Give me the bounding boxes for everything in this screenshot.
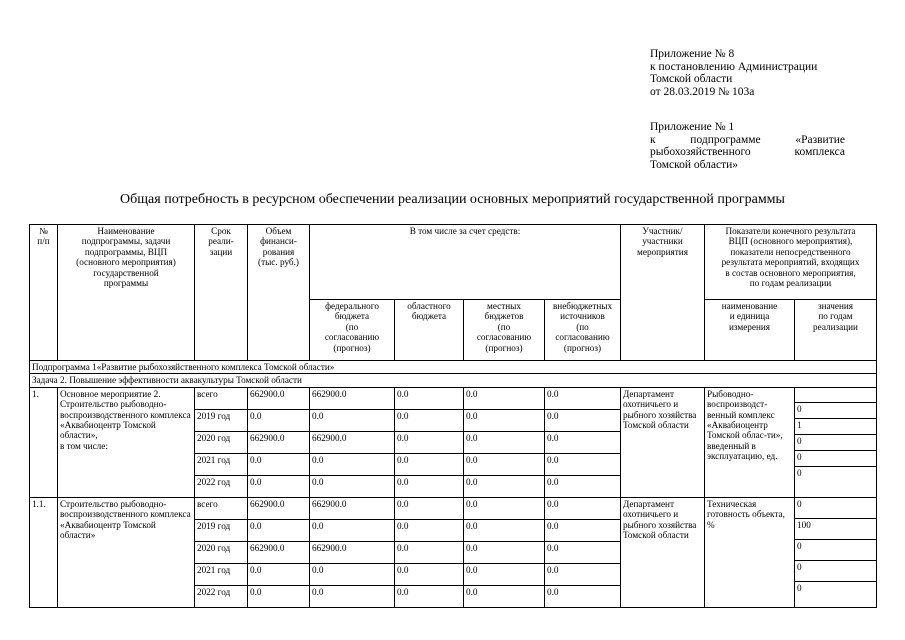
col-ind-name-header: наименование и единица измерения <box>705 300 795 361</box>
regional-cell: 0.0 <box>395 519 464 541</box>
col-volume-header: Объем финанси- рования (тыс. руб.) <box>248 225 310 361</box>
col-ind-values-header: значения по годам реализации <box>795 300 877 361</box>
regional-cell: 0.0 <box>395 431 464 453</box>
local-cell: 0.0 <box>464 453 545 475</box>
header-line-justified <box>650 146 845 159</box>
local-cell: 0.0 <box>464 431 545 453</box>
offbudget-cell: 0.0 <box>545 497 621 519</box>
header-word: подпрограмме <box>690 133 761 146</box>
local-cell: 0.0 <box>464 585 545 607</box>
indicator-value-row <box>795 418 876 434</box>
indicator-value: 0 <box>795 402 876 418</box>
indicator-value-row <box>795 434 876 450</box>
regional-cell: 0.0 <box>395 563 464 585</box>
indicator-value: 0 <box>795 466 876 482</box>
col-participant-header: Участник/ участники мероприятия <box>621 225 705 361</box>
federal-cell: 0.0 <box>310 519 395 541</box>
volume-cell: 0.0 <box>248 475 310 497</box>
row-number: 1. <box>30 387 58 497</box>
col-regional-header: областного бюджета <box>395 300 464 361</box>
indicator-name-cell: Техническая готовность объекта, % <box>705 497 795 607</box>
volume-cell: 0.0 <box>248 409 310 431</box>
volume-cell: 662900.0 <box>248 387 310 409</box>
participant-cell: Департамент охотничьего и рыбного хозяйства Томской области <box>621 497 705 607</box>
term-cell: 2019 год <box>195 409 248 431</box>
local-cell: 0.0 <box>464 519 545 541</box>
measure-name: Строительство рыбоводно-воспроизводственного комплекса «Аквабиоцентр Томской области» <box>58 497 195 607</box>
term-cell: 2022 год <box>195 585 248 607</box>
header-line: Томской области» <box>650 158 739 171</box>
indicator-value: 0 <box>795 581 876 602</box>
federal-cell: 0.0 <box>310 585 395 607</box>
term-cell: 2021 год <box>195 563 248 585</box>
regional-cell: 0.0 <box>395 409 464 431</box>
indicator-values-stack <box>795 388 876 482</box>
col-indicators-header: Показатели конечного результата ВЦП (основного мероприятия), показатели непосредственного результата мероприятий, входящих в состав основного мероприятия, по годам реализации <box>705 225 877 300</box>
federal-cell: 662900.0 <box>310 387 395 409</box>
col-name-header: Наименование подпрограммы, задачи подпрограммы, ВЦП (основного мероприятия) государственной программы <box>58 225 195 361</box>
indicator-value: 0 <box>795 560 876 581</box>
col-incl-header: В том числе за счет средств: <box>310 225 621 300</box>
local-cell: 0.0 <box>464 409 545 431</box>
header-line: от 28.03.2019 № 103а <box>650 85 755 98</box>
volume-cell: 0.0 <box>248 453 310 475</box>
federal-cell: 0.0 <box>310 409 395 431</box>
appendix-1-header <box>650 121 845 171</box>
indicator-value: 1 <box>795 418 876 434</box>
regional-cell: 0.0 <box>395 497 464 519</box>
offbudget-cell: 0.0 <box>545 519 621 541</box>
header-line: Томской области <box>650 73 733 85</box>
col-offbudget-header: внебюджетных источников (по согласованию (прогноз) <box>545 300 621 361</box>
header-line-justified <box>650 134 845 147</box>
indicator-name-cell: Рыбоводно-воспроизводст-венный комплекс «Аквабиоцентр Томской облас-ти», введенный в эксплуатацию, ед. <box>705 387 795 497</box>
local-cell: 0.0 <box>464 563 545 585</box>
header-word: комплекса <box>794 146 845 158</box>
participant-cell: Департамент охотничьего и рыбного хозяйства Томской области <box>621 387 705 497</box>
row-number: 1.1. <box>30 497 58 607</box>
volume-cell: 662900.0 <box>248 497 310 519</box>
task-row <box>30 374 877 387</box>
local-cell: 0.0 <box>464 387 545 409</box>
indicator-value-row <box>795 498 876 519</box>
indicator-value: 0 <box>795 539 876 560</box>
term-cell: всего <box>195 387 248 409</box>
offbudget-cell: 0.0 <box>545 409 621 431</box>
term-cell: 2020 год <box>195 541 248 563</box>
term-cell: всего <box>195 497 248 519</box>
indicator-value: 100 <box>795 518 876 539</box>
offbudget-cell: 0.0 <box>545 453 621 475</box>
document-title: Общая потребность в ресурсном обеспечении реализации основных мероприятий государственной программы <box>120 192 785 207</box>
local-cell: 0.0 <box>464 475 545 497</box>
term-cell: 2021 год <box>195 453 248 475</box>
federal-cell: 0.0 <box>310 453 395 475</box>
header-row-1 <box>30 225 877 300</box>
indicator-value-row <box>795 450 876 466</box>
resource-table <box>29 224 877 608</box>
subprogram-row <box>30 361 877 374</box>
header-line: Приложение № 1 <box>650 121 735 133</box>
offbudget-cell: 0.0 <box>545 563 621 585</box>
table-row <box>30 497 877 519</box>
offbudget-cell: 0.0 <box>545 541 621 563</box>
term-cell: 2022 год <box>195 475 248 497</box>
regional-cell: 0.0 <box>395 585 464 607</box>
task-label: Задача 2. Повышение эффективности аквакультуры Томской области <box>30 374 877 387</box>
indicator-value-row <box>795 402 876 418</box>
volume-cell: 0.0 <box>248 563 310 585</box>
federal-cell: 0.0 <box>310 475 395 497</box>
indicator-value-row <box>795 466 876 482</box>
indicator-value <box>795 388 876 403</box>
col-term-header: Срок реали- зации <box>195 225 248 361</box>
col-federal-header: федерального бюджета (по согласованию (прогноз) <box>310 300 395 361</box>
federal-cell: 662900.0 <box>310 541 395 563</box>
local-cell: 0.0 <box>464 541 545 563</box>
regional-cell: 0.0 <box>395 387 464 409</box>
volume-cell: 0.0 <box>248 585 310 607</box>
regional-cell: 0.0 <box>395 541 464 563</box>
regional-cell: 0.0 <box>395 453 464 475</box>
table-row <box>30 387 877 409</box>
federal-cell: 0.0 <box>310 563 395 585</box>
indicator-value-row <box>795 388 876 403</box>
header-word: «Развитие <box>795 133 845 146</box>
offbudget-cell: 0.0 <box>545 475 621 497</box>
offbudget-cell: 0.0 <box>545 431 621 453</box>
indicator-value: 0 <box>797 498 802 509</box>
term-cell: 2020 год <box>195 431 248 453</box>
header-line: Приложение № 8 <box>650 48 735 60</box>
measure-name: Основное мероприятие 2. Строительство рыбоводно-воспроизводственного комплекса «Аквабиоцентр Томской области», в том числе: <box>58 387 195 497</box>
indicator-values-cell <box>795 497 877 607</box>
federal-cell: 662900.0 <box>310 431 395 453</box>
regional-cell: 0.0 <box>395 475 464 497</box>
header-word: рыбохозяйственного <box>650 146 751 158</box>
col-num-header: № п/п <box>30 225 58 361</box>
volume-cell: 0.0 <box>248 519 310 541</box>
indicator-value-row <box>795 539 876 560</box>
indicator-value: 0 <box>795 450 876 466</box>
col-local-header: местных бюджетов (по согласованию (прогноз) <box>464 300 545 361</box>
indicator-values-cell <box>795 387 877 497</box>
indicator-value: 0 <box>795 434 876 450</box>
header-line: к постановлению Администрации <box>650 60 818 73</box>
indicator-value-row <box>795 581 876 602</box>
volume-cell: 662900.0 <box>248 431 310 453</box>
offbudget-cell: 0.0 <box>545 387 621 409</box>
subprogram-label: Подпрограмма 1«Развитие рыбохозяйственного комплекса Томской области» <box>30 361 877 374</box>
indicator-value-row <box>795 560 876 581</box>
term-cell: 2019 год <box>195 519 248 541</box>
appendix-8-header <box>650 48 880 98</box>
volume-cell: 662900.0 <box>248 541 310 563</box>
indicator-values-stack <box>795 498 876 602</box>
offbudget-cell: 0.0 <box>545 585 621 607</box>
local-cell: 0.0 <box>464 497 545 519</box>
federal-cell: 662900.0 <box>310 497 395 519</box>
indicator-value-row <box>795 518 876 539</box>
header-word: к <box>650 133 656 146</box>
